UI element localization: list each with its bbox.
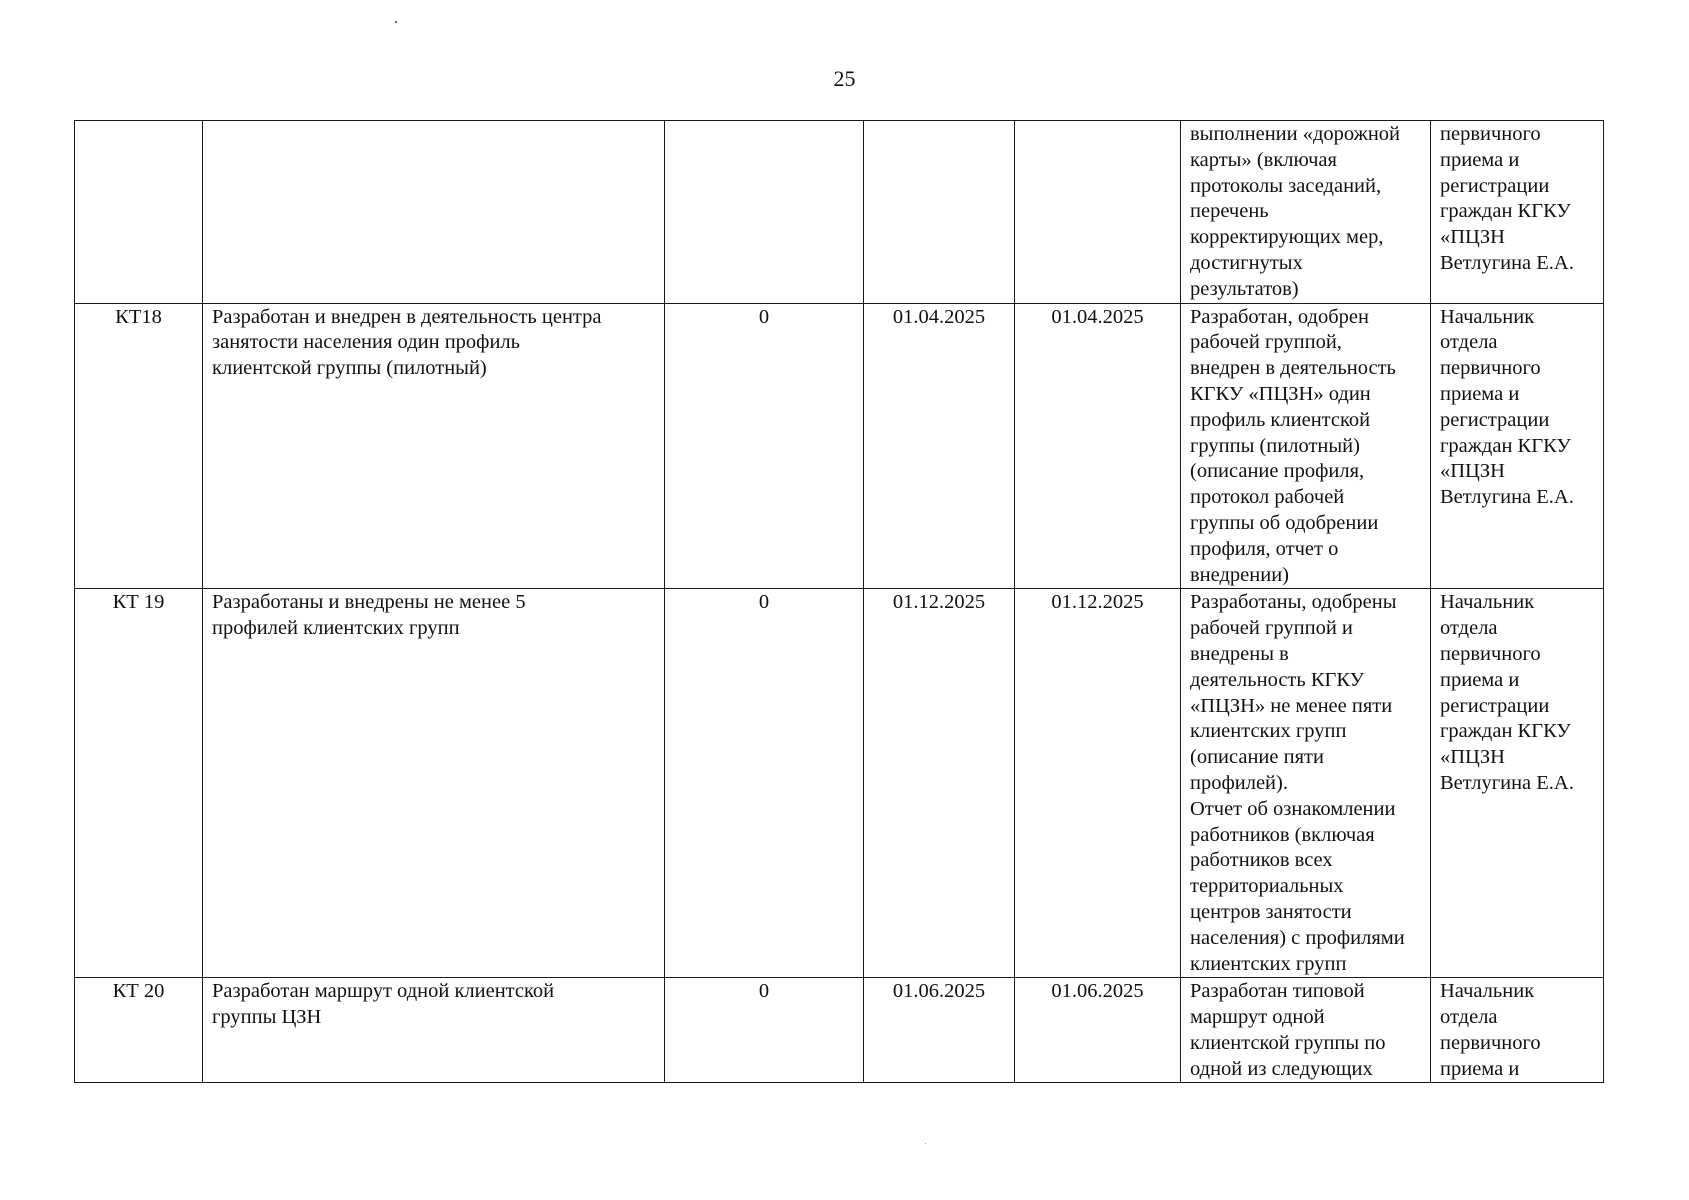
cell-date-end: 01.04.2025 <box>1015 303 1181 589</box>
cell-value: 0 <box>665 589 864 978</box>
cell-date-start: 01.12.2025 <box>864 589 1015 978</box>
cell-date-start <box>864 121 1015 304</box>
cell-result: Разработан, одобрен рабочей группой, внедрен в деятельность КГКУ «ПЦЗН» один профиль клиентской группы (пилотный) (описание профиля, протокол рабочей группы об одобрении профиля, отчет о внедрении) <box>1181 303 1431 589</box>
cell-date-start: 01.04.2025 <box>864 303 1015 589</box>
cell-date-end: 01.12.2025 <box>1015 589 1181 978</box>
table-row-kt19 <box>75 589 1604 978</box>
cell-value <box>665 121 864 304</box>
cell-value: 0 <box>665 978 864 1083</box>
cell-date-end <box>1015 121 1181 304</box>
table-row-kt20 <box>75 978 1604 1083</box>
cell-result: выполнении «дорожной карты» (включая протоколы заседаний, перечень корректирующих мер, достигнутых результатов) <box>1181 121 1431 304</box>
cell-code: КТ18 <box>75 303 203 589</box>
cell-responsible: Начальник отдела первичного приема и <box>1431 978 1604 1083</box>
scan-speck <box>925 1143 926 1144</box>
table-row-continued <box>75 121 1604 304</box>
cell-result: Разработаны, одобрены рабочей группой и внедрены в деятельность КГКУ «ПЦЗН» не менее пяти клиентских групп (описание пяти профилей). Отчет об ознакомлении работников (включая работников всех территориальных центров занятости населения) с профилями клиентских групп <box>1181 589 1431 978</box>
cell-responsible: Начальник отдела первичного приема и регистрации граждан КГКУ «ПЦЗН Ветлугина Е.А. <box>1431 589 1604 978</box>
scan-speck <box>395 21 397 23</box>
cell-title: Разработан и внедрен в деятельность центра занятости населения один профиль клиентской группы (пилотный) <box>203 303 665 589</box>
cell-date-end: 01.06.2025 <box>1015 978 1181 1083</box>
cell-date-start: 01.06.2025 <box>864 978 1015 1083</box>
table-row-kt18 <box>75 303 1604 589</box>
page-number: 25 <box>833 66 856 91</box>
cell-title: Разработаны и внедрены не менее 5 профилей клиентских групп <box>203 589 665 978</box>
cell-result: Разработан типовой маршрут одной клиентской группы по одной из следующих <box>1181 978 1431 1083</box>
cell-title <box>203 121 665 304</box>
cell-title: Разработан маршрут одной клиентской группы ЦЗН <box>203 978 665 1083</box>
checkpoint-table <box>74 120 1604 1083</box>
cell-responsible: первичного приема и регистрации граждан КГКУ «ПЦЗН Ветлугина Е.А. <box>1431 121 1604 304</box>
cell-code: КТ 19 <box>75 589 203 978</box>
cell-code <box>75 121 203 304</box>
cell-code: КТ 20 <box>75 978 203 1083</box>
cell-value: 0 <box>665 303 864 589</box>
cell-responsible: Начальник отдела первичного приема и регистрации граждан КГКУ «ПЦЗН Ветлугина Е.А. <box>1431 303 1604 589</box>
